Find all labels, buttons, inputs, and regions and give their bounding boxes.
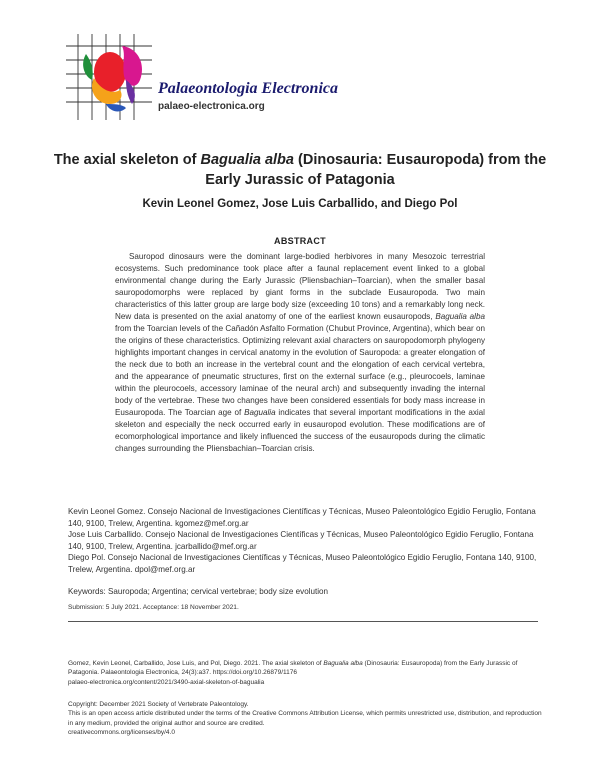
affiliation-item: Jose Luis Carballido. Consejo Nacional de Investigaciones Científicas y Técnicas, Museo Paleontológico Egidio Feruglio, Fontana 140, 9100, Trelew, Argentina. jcarballido@mef.org.ar	[68, 530, 534, 551]
abstract-text: from the Toarcian levels of the Cañadón Asfalto Formation (Chubut Province, Argentina), which bear on the origins of these characteristics. Optimizing relevant axial characters on sauropodomorph phylogeny highlights important changes in cervical anatomy in the evolution of Sauropoda: a greater elongation of the neck due to both an increase in the vertebral count and the elongation of each cervical vertebra, and the appearance of pneumatic structures, first on the external surface (e.g., pleurocoels, laminae within the pleurocoels, accessory laminae of the neural arch) and subsequently invading the internal body of the vertebrae. These two changes have been considered essentials for body mass increase in Eusauropoda. The Toarcian age of	[115, 324, 485, 417]
citation-text-rest: (Dinosauria: Eusauropoda) from the Early Jurassic of Patagonia. Palaeontologia Electronica, 24(3):a37. https://doi.org/10.26879/1176	[68, 660, 518, 677]
citation	[68, 659, 548, 687]
title-text: The axial skeleton of	[53, 152, 201, 168]
journal-name: Palaeontologia Electronica	[158, 80, 338, 97]
citation-text: Gomez, Kevin Leonel, Carballido, Jose Luis, and Pol, Diego. 2021. The axial skeleton of	[68, 660, 324, 667]
abstract-paragraph	[115, 251, 485, 455]
affiliation-item: Kevin Leonel Gomez. Consejo Nacional de Investigaciones Científicas y Técnicas, Museo Paleontológico Egidio Feruglio, Fontana 140, 9100, Trelew, Argentina. kgomez@mef.org.ar	[68, 507, 536, 528]
palaeontologia-electronica-logo-icon	[66, 34, 152, 120]
article-title	[40, 150, 560, 190]
author-affiliations	[68, 506, 538, 575]
keywords: Keywords: Sauropoda; Argentina; cervical vertebrae; body size evolution	[68, 587, 329, 596]
citation-url[interactable]: palaeo-electronica.org/content/2021/3490-axial-skeleton-of-bagualia	[68, 678, 265, 686]
abstract-body	[115, 251, 485, 455]
title-text-rest: (Dinosauria: Eusauropoda) from the Early Jurassic of Patagonia	[205, 152, 547, 188]
divider	[68, 621, 538, 622]
abstract-text: indicates that several important modifications in the axial skeleton and especially the neck occurred early in eusauropod evolution. These modifications are of ecomorphological importance and likely influenced the success of the eusauropods during the climatic changes surrounding the Pliensbachian–Toarcian crisis.	[115, 408, 485, 453]
submission-dates: Submission: 5 July 2021. Acceptance: 18 November 2021.	[68, 604, 239, 611]
abstract-genus: Bagualia alba	[435, 312, 485, 321]
authors: Kevin Leonel Gomez, Jose Luis Carballido, and Diego Pol	[142, 198, 458, 210]
copyright	[68, 700, 548, 737]
license-text: This is an open access article distributed under the terms of the Creative Commons Attribution License, which permits unrestricted use, distribution, and reproduction in any medium, provided the original author and source are credited.	[68, 710, 542, 727]
abstract-text: Sauropod dinosaurs were the dominant large-bodied herbivores in many Mesozoic terrestrial ecosystems. Such predominance took place after a faunal replacement event linked to a global environmental change during the Early Jurassic (Pliensbachian–Toarcian), when the smaller basal sauropodomorphs were replaced by giant forms in the subclade Eusauropoda. Two main characteristics of this latter group are large body size (exceeding 10 tons) and a remarkably long neck. New data is presented on the axial anatomy of one of the earliest known eusauropods,	[115, 252, 485, 321]
license-url[interactable]: creativecommons.org/licenses/by/4.0	[68, 728, 175, 736]
abstract-genus: Bagualia	[244, 408, 276, 417]
affiliation-item: Diego Pol. Consejo Nacional de Investigaciones Científicas y Técnicas, Museo Paleontológico Egidio Feruglio, Fontana 140, 9100, Trelew, Argentina. dpol@mef.org.ar	[68, 553, 537, 574]
citation-genus: Bagualia alba	[323, 660, 363, 667]
journal-header	[158, 80, 338, 112]
copyright-line: Copyright: December 2021 Society of Vertebrate Paleontology.	[68, 701, 249, 708]
abstract-heading: ABSTRACT	[274, 236, 326, 246]
journal-url[interactable]: palaeo-electronica.org	[158, 101, 265, 112]
title-genus: Bagualia alba	[200, 152, 294, 168]
